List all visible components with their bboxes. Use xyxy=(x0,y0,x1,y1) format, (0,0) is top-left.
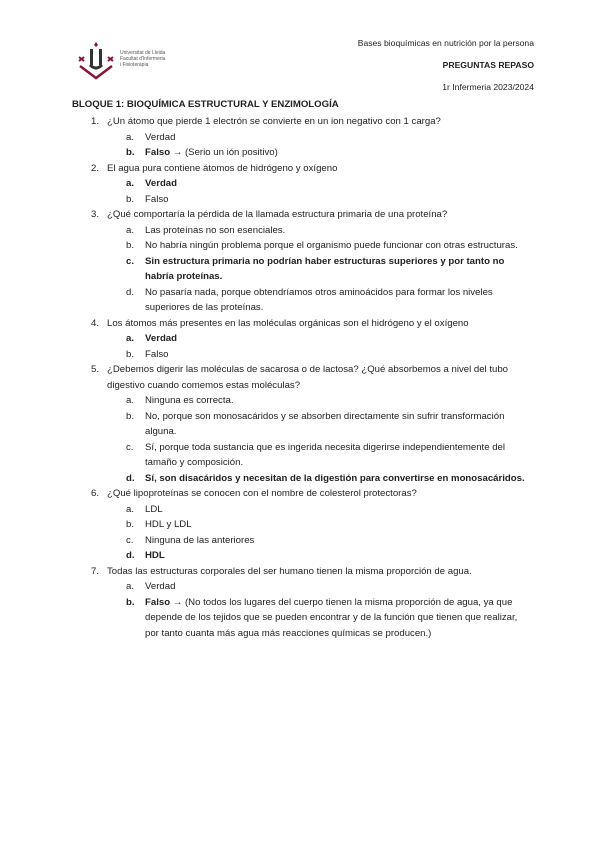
answer-option xyxy=(0,409,530,440)
option-text: Verdad xyxy=(145,333,177,344)
answer-option xyxy=(0,130,530,146)
answer-option xyxy=(0,145,530,161)
option-letter: a. xyxy=(126,333,135,344)
option-text: HDL xyxy=(145,550,165,561)
option-text: Falso xyxy=(145,147,171,158)
option-text: Verdad xyxy=(145,581,176,592)
option-letter: b. xyxy=(126,410,135,422)
answer-option xyxy=(0,393,530,409)
academic-year: 1r Infermeria 2023/2024 xyxy=(442,82,534,92)
question xyxy=(0,486,527,502)
question-number: 3. xyxy=(91,209,100,220)
question xyxy=(0,316,527,332)
option-letter: d. xyxy=(126,472,135,484)
question-number: 1. xyxy=(91,116,100,127)
answer-option xyxy=(0,176,530,192)
question-text: Los átomos más presentes en las moléculas orgánicas son el hidrógeno y el oxígeno xyxy=(107,317,469,329)
answer-option xyxy=(0,502,530,518)
option-text: Verdad xyxy=(145,178,177,189)
option-letter: a. xyxy=(126,581,135,592)
option-text: No, porque son monosacáridos y se absorben directamente sin sufrir transformación alguna. xyxy=(145,410,505,437)
university-crest-icon xyxy=(74,40,118,80)
option-letter: a. xyxy=(126,178,135,189)
question xyxy=(0,114,527,130)
question xyxy=(0,207,527,223)
block-title: BLOQUE 1: BIOQUÍMICA ESTRUCTURAL Y ENZIMOLOGÍA xyxy=(72,99,339,110)
answer-option xyxy=(0,192,530,208)
answer-option xyxy=(0,331,530,347)
option-explanation: → (Serio un ión positivo) xyxy=(170,147,278,158)
option-text: No pasaría nada, porque obtendríamos otros aminoácidos para formar los niveles superiores de las proteínas. xyxy=(145,286,493,313)
question-number: 6. xyxy=(91,488,100,499)
answer-option xyxy=(0,579,530,595)
question-text: ¿Un átomo que pierde 1 electrón se convierte en un ion negativo con 1 carga? xyxy=(107,116,441,127)
option-letter: b. xyxy=(126,147,135,158)
option-text: Ninguna de las anteriores xyxy=(145,534,255,546)
answer-option xyxy=(0,347,530,363)
question xyxy=(0,564,527,580)
option-text: Falso xyxy=(145,348,169,360)
question-text: ¿Debemos digerir las moléculas de sacarosa o de lactosa? ¿Qué absorbemos a nivel del tubo digestivo cuando comemos estas moléculas? xyxy=(107,364,509,391)
question xyxy=(0,161,527,177)
option-text: Las proteínas no son esenciales. xyxy=(145,224,286,236)
university-logo xyxy=(74,40,194,80)
question-text: ¿Qué comportaría la pérdida de la llamada estructura primaria de una proteína? xyxy=(107,209,448,220)
answer-option xyxy=(0,517,530,533)
question-text: El agua pura contiene átomos de hidrógeno y oxígeno xyxy=(107,162,338,174)
document-subtitle: PREGUNTAS REPASO xyxy=(442,60,534,70)
question-number: 4. xyxy=(91,317,100,329)
answer-option xyxy=(0,238,530,254)
option-letter: a. xyxy=(126,224,135,236)
question-text: Todas las estructuras corporales del ser humano tienen la misma proporción de agua. xyxy=(107,565,472,577)
answer-option xyxy=(0,440,530,471)
option-letter: a. xyxy=(126,503,135,515)
question-number: 2. xyxy=(91,162,100,174)
course-title: Bases bioquímicas en nutrición por la persona xyxy=(357,38,534,48)
option-text: Ninguna es correcta. xyxy=(145,395,234,406)
option-letter: b. xyxy=(126,596,135,608)
option-letter: d. xyxy=(126,550,135,561)
answer-option xyxy=(0,471,530,487)
answer-option xyxy=(0,595,530,642)
option-text: HDL y LDL xyxy=(145,519,192,530)
option-letter: c. xyxy=(126,441,134,453)
answer-option xyxy=(0,533,530,549)
answer-option xyxy=(0,548,530,564)
option-text: Falso xyxy=(145,596,171,608)
option-letter: a. xyxy=(126,395,135,406)
option-text: No habría ningún problema porque el organismo puede funcionar con otras estructuras. xyxy=(145,240,518,251)
answer-option xyxy=(0,254,530,285)
option-letter: c. xyxy=(126,255,135,267)
option-letter: b. xyxy=(126,240,135,251)
question-number: 7. xyxy=(91,565,100,577)
answer-option xyxy=(0,285,530,316)
option-letter: c. xyxy=(126,534,134,546)
option-text: Sí, son disacáridos y necesitan de la digestión para convertirse en monosacáridos. xyxy=(145,472,525,484)
question-list xyxy=(0,114,600,641)
answer-option xyxy=(0,223,530,239)
logo-text: Universitat de Lleida Facultat d'Infermeria i Fisioteràpia xyxy=(120,50,166,68)
option-text: LDL xyxy=(145,503,163,515)
option-text: Sí, porque toda sustancia que es ingerida necesita digerirse independientemente del tamaño y composición. xyxy=(145,441,506,468)
option-letter: b. xyxy=(126,348,135,360)
option-letter: b. xyxy=(126,193,135,205)
option-letter: b. xyxy=(126,519,135,530)
option-letter: d. xyxy=(126,286,135,298)
option-text: Falso xyxy=(145,193,169,205)
option-text: Verdad xyxy=(145,131,176,143)
question xyxy=(0,362,527,393)
option-explanation: → (No todos los lugares del cuerpo tienen la misma proporción de agua, ya que depende de los tejidos que se pueden encontrar y de la función que tienen que realizar, por tanto cuanta más agua más reacciones químicas se producen.) xyxy=(145,596,518,639)
option-letter: a. xyxy=(126,131,135,143)
option-text: Sin estructura primaria no podrían haber estructuras superiores y por tanto no habría proteínas. xyxy=(145,255,505,282)
question-text: ¿Qué lipoproteínas se conocen con el nombre de colesterol protectoras? xyxy=(107,488,417,499)
question-number: 5. xyxy=(91,364,100,375)
